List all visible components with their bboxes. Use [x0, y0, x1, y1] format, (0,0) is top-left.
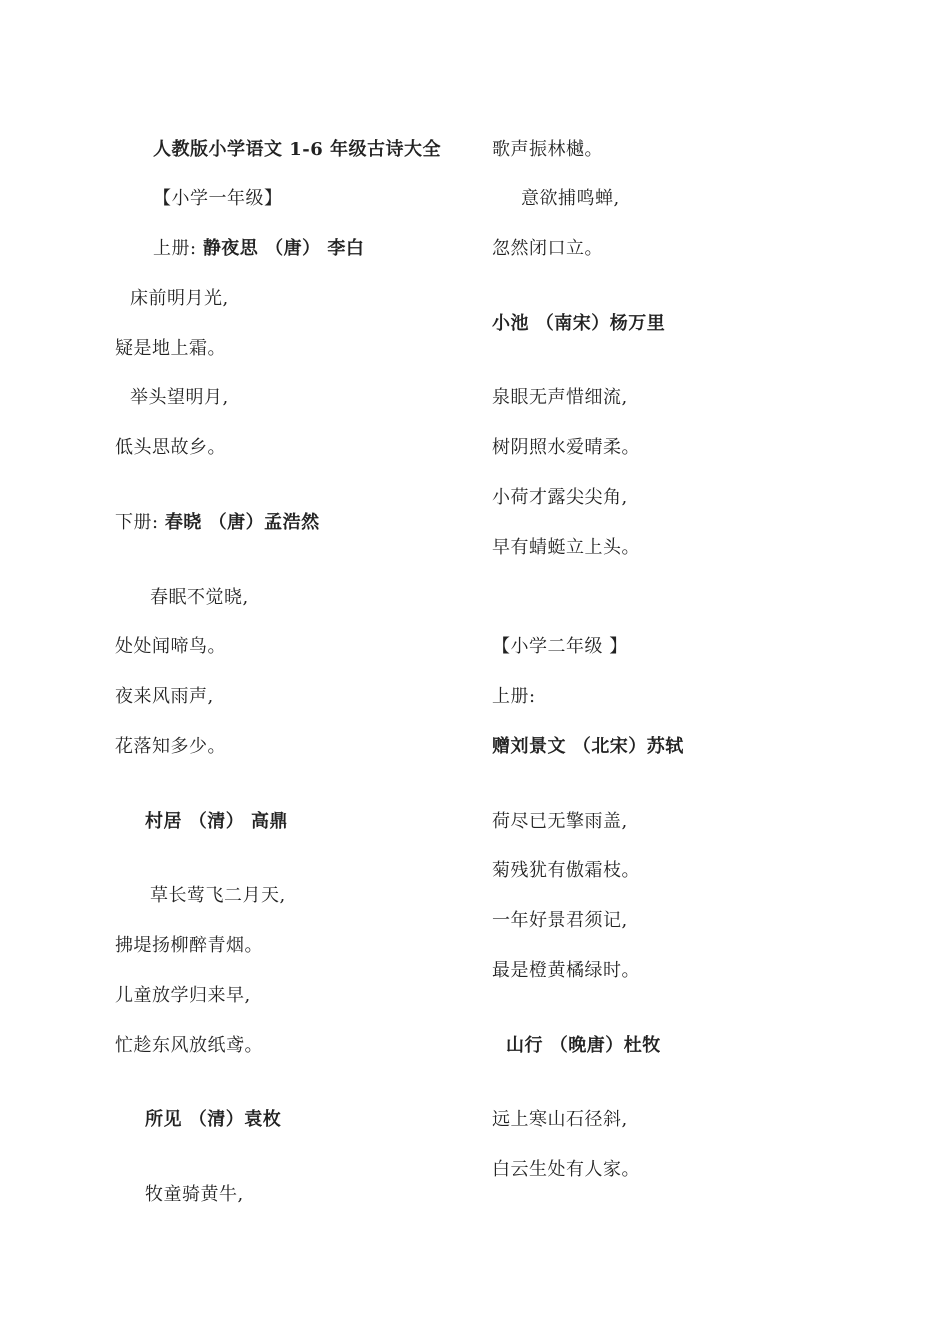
poem-line: 泉眼无声惜细流, [492, 387, 628, 408]
poem-line: 早有蜻蜓立上头。 [492, 537, 640, 558]
poem-line: 举头望明月, [130, 387, 229, 408]
poem-line: 花落知多少。 [115, 736, 226, 757]
volume-label-upper: 上册: [153, 238, 197, 259]
poem-line: 床前明月光, [130, 288, 229, 309]
poem-title: 静夜思 （唐） 李白 [202, 238, 365, 259]
poem-line: 低头思故乡。 [115, 437, 226, 458]
poem-line: 白云生处有人家。 [492, 1159, 640, 1180]
doc-title: 人教版小学语文 1-6 年级古诗大全 [153, 139, 442, 160]
poem-title: 春晓 （唐）孟浩然 [164, 512, 320, 533]
poem-line: 牧童骑黄牛, [145, 1184, 244, 1205]
poem-line: 歌声振林樾。 [492, 139, 603, 160]
poem-line: 拂堤扬柳醉青烟。 [115, 935, 263, 956]
grade1-heading: 【小学一年级】 [153, 188, 283, 209]
poem-line: 意欲捕鸣蝉, [521, 188, 620, 209]
poem-line: 树阴照水爱晴柔。 [492, 437, 640, 458]
poem-title-line [115, 511, 320, 535]
poem-line: 最是橙黄橘绿时。 [492, 960, 640, 981]
poem-line: 荷尽已无擎雨盖, [492, 811, 628, 832]
poem-title: 赠刘景文 （北宋）苏轼 [492, 736, 684, 757]
poem-line: 夜来风雨声, [115, 686, 214, 707]
poem-line: 远上寒山石径斜, [492, 1109, 628, 1130]
grade2-heading: 【小学二年级 】 [492, 636, 628, 657]
poem-title: 山行 （晚唐）杜牧 [506, 1035, 661, 1056]
poem-line: 儿童放学归来早, [115, 985, 251, 1006]
poem-title: 村居 （清） 高鼎 [145, 811, 289, 832]
poem-line: 疑是地上霜。 [115, 338, 226, 359]
poem-line: 忙趁东风放纸鸢。 [115, 1035, 263, 1056]
poem-line: 处处闻啼鸟。 [115, 636, 226, 657]
poem-line: 小荷才露尖尖角, [492, 487, 628, 508]
poem-line: 春眠不觉晓, [150, 587, 249, 608]
poem-line: 菊残犹有傲霜枝。 [492, 860, 640, 881]
poem-line: 一年好景君须记, [492, 910, 628, 931]
poem-line: 草长莺飞二月天, [150, 885, 286, 906]
poem-title: 所见 （清）袁枚 [145, 1109, 282, 1130]
poem-title: 小池 （南宋）杨万里 [492, 313, 666, 334]
poem-title-line [153, 237, 364, 261]
volume-label-upper: 上册: [492, 686, 536, 707]
volume-label-lower: 下册: [115, 512, 159, 533]
poem-line: 忽然闭口立。 [492, 238, 603, 259]
